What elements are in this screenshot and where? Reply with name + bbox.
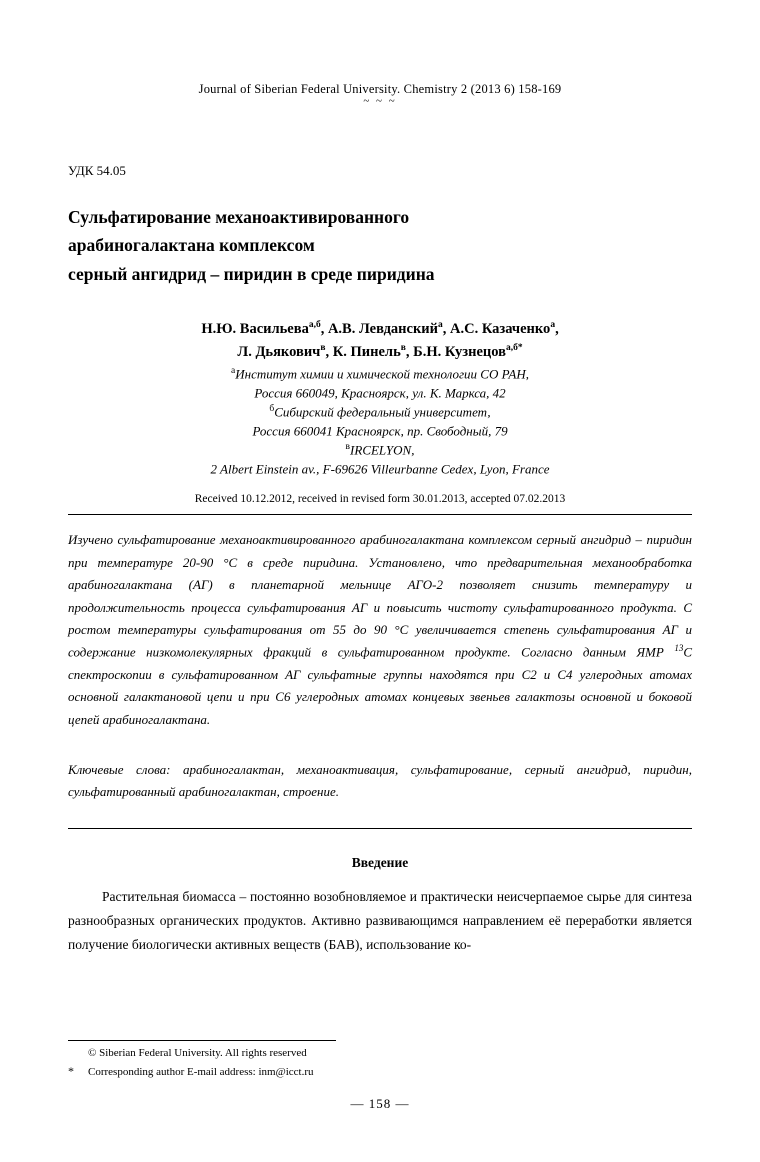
keywords-text: арабиногалактан, механоактивация, сульфатирование, серный ангидрид, пиридин, сульфатированный арабиногалактан, строение. [68,762,693,800]
ornament-divider: ~ ~ ~ [363,95,397,107]
author-affil-marker: а,б [308,320,321,331]
affiliation-marker: а [231,366,236,377]
copyright-notice [68,1045,692,1062]
abstract-superscript: 13 [674,643,684,654]
affiliation-text: Сибирский федеральный университет, [274,404,491,420]
divider-above-abstract [68,514,692,515]
author-name: , А.В. Левданский [320,320,439,337]
author-affil-marker: в [400,342,406,353]
affiliation-text: 2 Albert Einstein av., F-69626 Villeurbanne Cedex, Lyon, France [210,461,550,477]
asterisk-marker: * [68,1063,74,1078]
affiliation-text: Россия 660041 Красноярск, пр. Свободный, 79 [252,423,508,439]
author-affil-marker: а [438,320,443,331]
author-name: , К. Пинель [325,343,401,360]
body-paragraph: Растительная биомасса – постоянно возобновляемое и практически неисчерпаемое сырье для синтеза разнообразных органических продуктов. Активно развивающимся направлением её переработки является получение биологически активных веществ (БАВ), использование ко- [68,888,692,952]
section-heading-introduction: Введение [351,854,409,870]
author-affil-marker: в [320,342,326,353]
keywords [68,759,692,804]
affiliation-text: Институт химии и химической технологии СО РАН, [235,366,529,382]
affiliation-text: Россия 660049, Красноярск, ул. К. Маркса, 42 [254,385,506,401]
footnote-divider [68,1040,336,1041]
affiliation-line [68,441,692,460]
journal-header: Journal of Siberian Federal University. Chemistry 2 (2013 6) 158-169 [198,82,562,96]
author-name: , Б.Н. Кузнецов [405,343,506,360]
keywords-label: Ключевые слова: [68,762,171,778]
author-line-1 [68,318,692,341]
udc-code: УДК 54.05 [68,163,126,178]
author-name: Л. Дьякович [237,343,321,360]
affiliation-text: IRCELYON, [350,442,415,458]
affiliation-line [68,365,692,384]
page-title [68,203,692,288]
abstract-text-part-1: Изучено сульфатирование механоактивированного арабиногалактана комплексом серный ангидрид – пиридин при температуре 20-90 °С в среде пиридина. Установлено, что предварительная механообработка арабиногалактана (АГ) в планетарной мельнице АГО-2 позволяет снизить температуру и продолжительность процесса сульфатирования АГ и повысить чистоту сульфатированного продукта. С ростом температуры сульфатирования от 55 до 90 °С увеличивается степень сульфатирования АГ и содержание низкомолекулярных фракций в сульфатированном продукте. Согласно данным ЯМР [68,532,692,660]
divider-below-keywords [68,828,692,829]
affiliation-line [68,384,692,403]
title-line-1: Сульфатирование механоактивированного [68,207,410,227]
affiliations [68,365,692,479]
author-name: , А.С. Казаченко [442,320,551,337]
affiliation-line [68,460,692,479]
affiliation-marker: в [345,442,351,453]
copyright-text: © Siberian Federal University. All rights reserved [88,1047,307,1059]
affiliation-marker: б [269,404,275,415]
footnotes [68,1040,692,1080]
author-name: Н.Ю. Васильева [201,320,309,337]
author-affil-marker: а [550,320,556,331]
received-dates: Received 10.12.2012, received in revised form 30.01.2013, accepted 07.02.2013 [194,493,566,506]
title-line-2: арабиногалактана комплексом [68,235,315,256]
abstract-text-part-2: С спектроскопии в сульфатированном АГ сульфатные группы находятся при С2 и С4 углеродных атомах основной галактановой цепи и при С6 углеродных атомах концевых звеньев галактозы основной и боковой цепей арабиногалактана. [68,644,692,727]
author-affil-marker: а,б* [505,342,523,353]
title-line-3: серный ангидрид – пиридин в среде пиридина [68,263,435,284]
affiliation-line [68,403,692,422]
page-number: — 158 — [350,1096,410,1111]
document-page [0,82,760,1162]
author-list [68,318,692,363]
affiliation-line [68,422,692,441]
abstract [68,529,692,731]
corresponding-author-text: Corresponding author E-mail address: inm@icct.ru [88,1065,314,1078]
author-line-2 [68,341,692,364]
author-separator: , [555,320,559,337]
corresponding-author-note [68,1062,692,1081]
